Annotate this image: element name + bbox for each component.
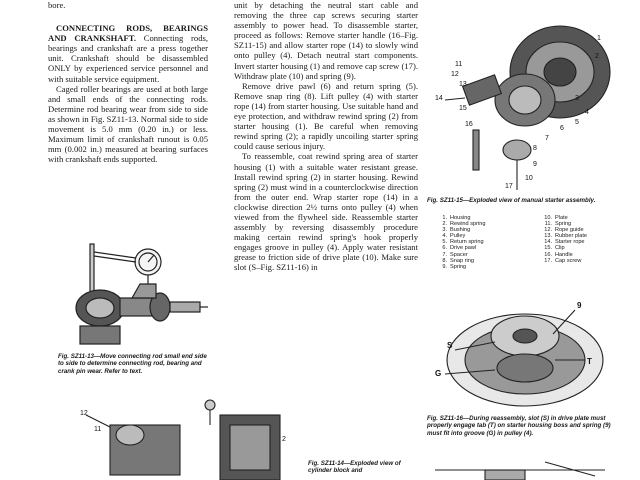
legend-name: Cap screw <box>555 257 582 264</box>
legend-name: Housing <box>450 215 471 221</box>
legend-number: 16. <box>544 251 552 258</box>
text-column-middle <box>234 0 418 273</box>
callout-13: 13 <box>459 81 467 88</box>
callout-16: 16 <box>465 121 473 128</box>
legend-number: 12. <box>544 227 552 234</box>
caption-fig-sz11-16: Fig. SZ11-16—During reassembly, slot (S) in drive plate must properly engage tab (T) on starter housing boss and spring (9) must fit into groove (G) in pulley (4). <box>427 415 611 437</box>
figure-sz11-14 <box>70 395 310 480</box>
callout-5: 5 <box>575 119 579 126</box>
legend-name: Rope guide <box>555 227 584 234</box>
plate <box>503 140 531 160</box>
legend-number: 3. <box>442 227 447 234</box>
section-heading: CONNECTING RODS, BEARINGS AND CRANKSHAFT. <box>48 23 208 44</box>
callout-2: 2 <box>595 53 599 60</box>
callout-1: 1 <box>597 35 601 42</box>
legend-name: Rubber plate <box>555 233 588 240</box>
callout-9: 9 <box>577 301 582 310</box>
callout-10: 10 <box>525 175 533 182</box>
paragraph-bearings: Caged roller bearings are used at both large and small ends of the connecting rods. Determine rod bearing wear from side to side as shown in Fig. SZ11-13. Normal side to side movement is 5.0 mm (0.20 in.) or less. Maximum limit of crankshaft runout is 0.05 mm (0.002 in.) measured at bearing surfaces with crankshaft ends supported. <box>48 83 208 165</box>
legend-number: 13. <box>544 233 552 240</box>
paragraph-reassembly: To reassemble, coat rewind spring area of starter housing (1) with a suitable water resistant grease. Install rewind spring (2) in starter housing. Rewind spring (2) must wind in a counterclockwise direction from the outer end. Wrap starter rope (14) in a clockwise direction 2½ turns onto pulley (4) when viewed from the flywheel side. Reassemble starter assembly by reversing disassembly procedure making certain rewind spring's hook properly engages groove in pulley (4). Apply water resistant grease to friction side of drive plate (10). Make sure slot (S–Fig. SZ11-16) in <box>234 151 418 273</box>
legend-number: 10. <box>544 215 552 221</box>
caption-fig-sz11-13: Fig. SZ11-13—Move connecting rod small end side to side to determine connecting rod, bearing and crank pin wear. Refer to text. <box>58 353 207 375</box>
callout-4: 4 <box>585 109 589 116</box>
pulley-groove <box>497 354 553 382</box>
callout-g: G <box>435 369 442 378</box>
legend-number: 15. <box>544 245 552 252</box>
callout-6: 6 <box>560 125 564 132</box>
callout-11: 11 <box>94 426 102 433</box>
legend-number: 2. <box>442 221 447 228</box>
text-column-left <box>48 0 208 164</box>
legend-name: Bushing <box>450 227 471 234</box>
top-fragment: bore. <box>48 0 66 10</box>
callout-s: S <box>447 341 453 350</box>
legend-name: Spacer <box>450 251 468 258</box>
caption-fig-sz11-14: Fig. SZ11-14—Exploded view of cylinder block and <box>308 460 401 475</box>
callout-14: 14 <box>435 95 443 102</box>
callout-t: T <box>587 357 592 366</box>
legend-number: 6. <box>442 245 447 252</box>
legend-name: Drive pawl <box>450 245 477 252</box>
callout-15: 15 <box>459 105 467 112</box>
legend-number: 4. <box>442 233 447 240</box>
legend-item <box>542 258 622 264</box>
legend-number: 8. <box>442 257 447 264</box>
legend-name: Starter rope <box>555 239 585 246</box>
legend-item <box>437 264 517 270</box>
figure-sz11-15 <box>425 0 630 195</box>
section-intro: Connecting rods, bearings and crankshaft are a press together unit. Crankshaft should be disassembled ONLY by experienced service personnel and with suitable service equipment. <box>48 33 208 84</box>
legend-column-left <box>437 215 517 270</box>
legend-number: 9. <box>442 263 447 270</box>
legend-name: Rewind spring <box>450 221 486 228</box>
legend-number: 1. <box>442 215 447 221</box>
legend-number: 11. <box>544 221 552 228</box>
figure-partial-bottom-right <box>425 458 615 480</box>
legend-number: 7. <box>442 251 447 258</box>
caption-fig-sz11-15: Fig. SZ11-15—Exploded view of manual starter assembly. <box>427 197 596 204</box>
legend-name: Spring <box>450 263 467 270</box>
legend-name: Handle <box>555 251 573 258</box>
callout-2: 2 <box>282 436 286 443</box>
callout-7: 7 <box>545 135 549 142</box>
callout-9: 9 <box>533 161 537 168</box>
paragraph-starter-removal: unit by detaching the neutral start cable and removing the three cap screws securing starter assembly to power head. To disassemble starter, proceed as follows: Remove starter handle (16–Fig. SZ11-15) and allow starter rope (14) to slowly wind onto pulley (4). Detach neutral start components. Invert starter housing (1) and remove cap screw (17). Withdraw plate (10) and spring (9). <box>234 0 418 81</box>
legend-column-right <box>542 215 622 264</box>
section-connecting-rods <box>48 23 208 84</box>
legend-number: 5. <box>442 239 447 246</box>
legend-number: 14. <box>544 239 552 246</box>
legend-name: Spring <box>555 221 572 228</box>
figure-sz11-13 <box>60 240 210 350</box>
callout-3: 3 <box>575 95 579 102</box>
figure-sz11-16 <box>425 290 615 412</box>
callout-11: 11 <box>455 61 463 68</box>
crankshaft-drawing <box>76 284 208 344</box>
legend-name: Snap ring <box>450 257 474 264</box>
legend-name: Return spring <box>450 239 484 246</box>
callout-12: 12 <box>80 410 88 417</box>
legend-name: Plate <box>555 215 568 221</box>
legend-number: 17. <box>544 257 552 264</box>
callout-17: 17 <box>505 183 513 190</box>
legend-name: Pulley <box>450 233 466 240</box>
callout-8: 8 <box>533 145 537 152</box>
legend-name: Clip <box>555 245 565 252</box>
paragraph-disassembly: Remove drive pawl (6) and return spring (5). Remove snap ring (8). Lift pulley (4) with starter rope (14) from starter housing. Use suitable hand and eye protection, and withdraw rewind spring (2) from starter housing (1). Be careful when removing rewind spring (2); a rapidly uncoiling starter spring could cause serious injury. <box>234 80 418 152</box>
callout-12: 12 <box>451 71 459 78</box>
